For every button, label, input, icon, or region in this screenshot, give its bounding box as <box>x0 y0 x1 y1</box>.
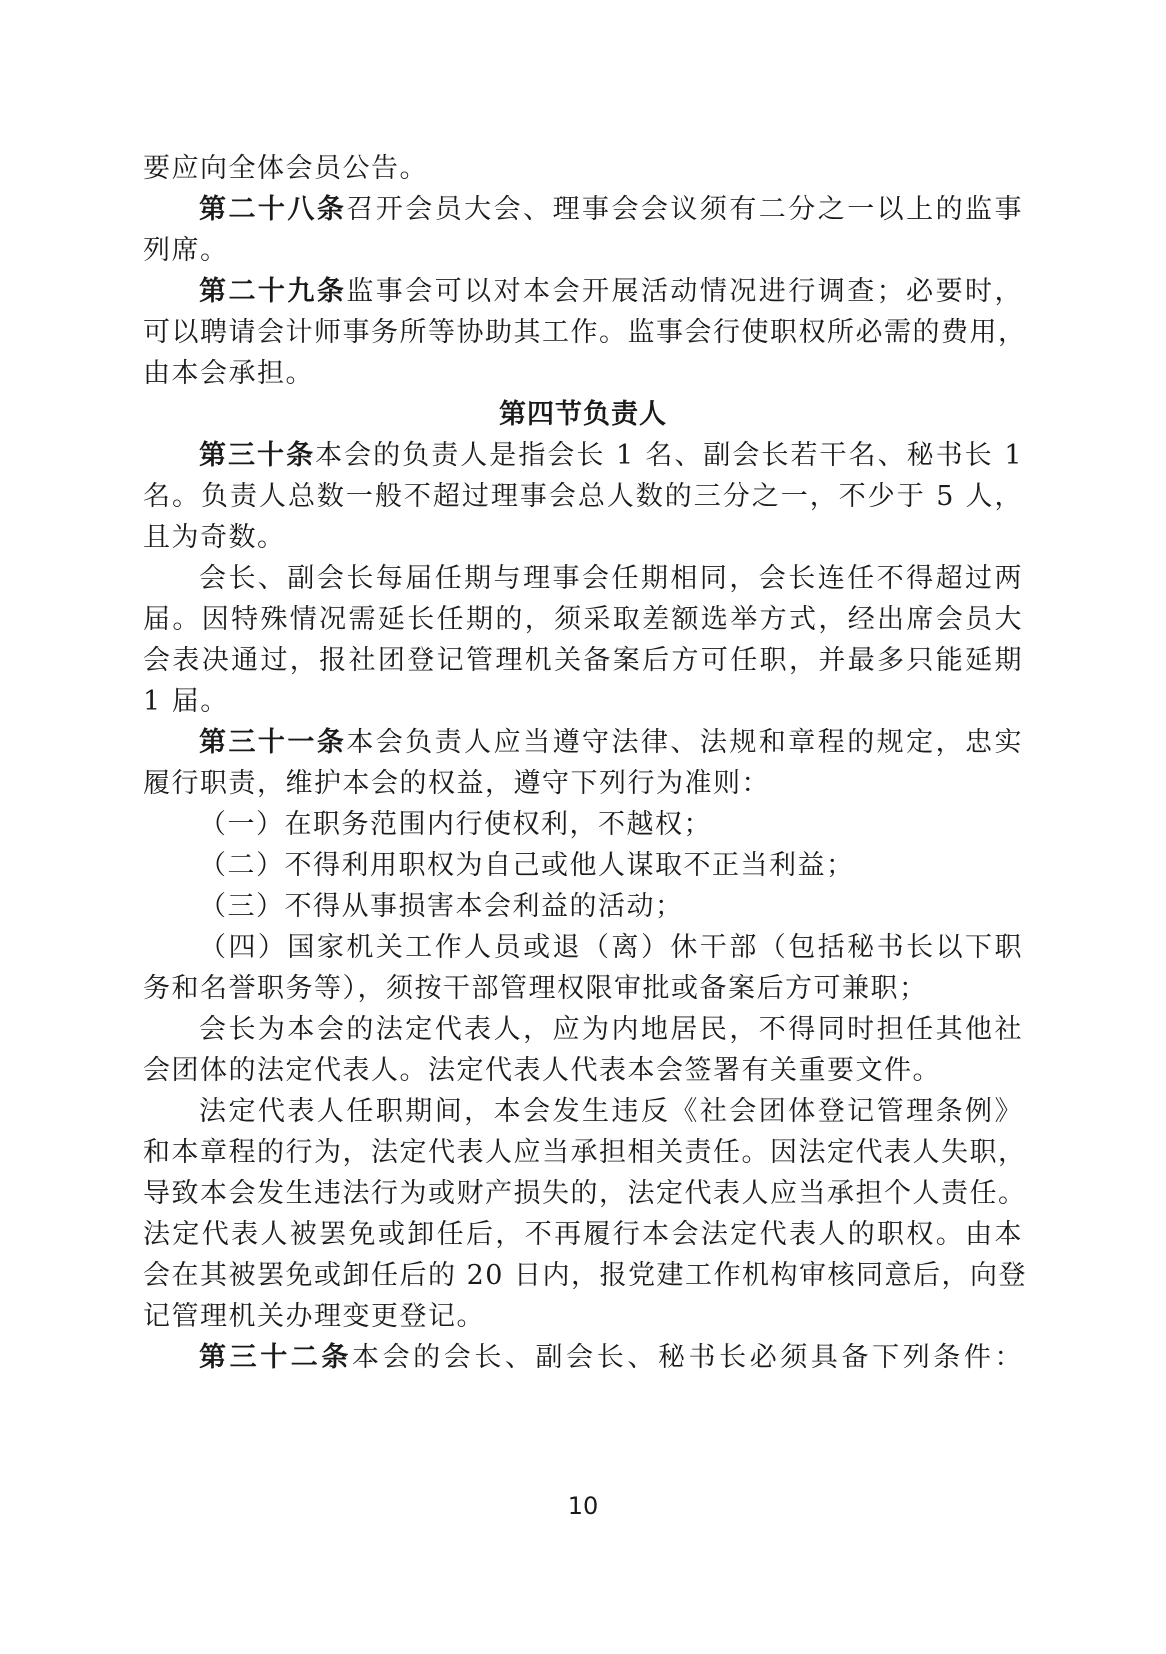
line-text: 且为奇数。 <box>143 522 286 553</box>
line-text: （三）不得从事损害本会利益的活动； <box>199 891 684 922</box>
line-text: 本会的负责人是指会长 1 名、副会长若干名、秘书长 1 <box>315 440 1023 471</box>
text-line <box>143 1132 1027 1173</box>
document-body <box>143 148 1028 1378</box>
line-text: 召开会员大会、理事会会议须有二分之一以上的监事 <box>346 194 1024 225</box>
text-line <box>143 763 1023 804</box>
page-number: 10 <box>567 1492 599 1520</box>
line-text: 本会负责人应当遵守法律、法规和章程的规定，忠实 <box>346 727 1024 758</box>
line-text: 法定代表人任职期间，本会发生违反《社会团体登记管理条例》 <box>199 1096 1023 1127</box>
text-line <box>143 722 1023 763</box>
text-line <box>143 148 1023 189</box>
article-number: 第二十八条 <box>199 194 347 225</box>
article-number: 第三十条 <box>199 440 316 471</box>
line-text: 和本章程的行为，法定代表人应当承担相关责任。因法定代表人失职， <box>143 1137 1027 1168</box>
text-line <box>143 640 1023 681</box>
text-line <box>143 886 1023 927</box>
text-line <box>143 312 1027 353</box>
text-line <box>143 558 1023 599</box>
article-number: 第二十九条 <box>199 276 347 307</box>
text-line <box>143 1255 1028 1296</box>
line-text: 会表决通过，报社团登记管理机关备案后方可任职，并最多只能延期 <box>143 645 1023 676</box>
line-text: 务和名誉职务等），须按干部管理权限审批或备案后方可兼职； <box>143 973 928 1004</box>
text-line <box>143 1214 1023 1255</box>
text-line <box>143 599 1023 640</box>
text-line <box>143 1337 1023 1378</box>
text-line <box>143 271 1023 312</box>
text-line <box>143 230 1023 271</box>
line-text: （二）不得利用职权为自己或他人谋取不正当利益； <box>199 850 855 881</box>
line-text: 导致本会发生违法行为或财产损失的，法定代表人应当承担个人责任。 <box>143 1178 1027 1209</box>
line-text: 本会的会长、副会长、秘书长必须具备下列条件： <box>351 1342 1024 1373</box>
line-text: 会长为本会的法定代表人，应为内地居民，不得同时担任其他社 <box>199 1014 1023 1045</box>
line-text: 可以聘请会计师事务所等协助其工作。监事会行使职权所必需的费用， <box>143 317 1027 348</box>
text-line <box>143 353 1023 394</box>
line-text: （四）国家机关工作人员或退（离）休干部（包括秘书长以下职 <box>199 932 1023 963</box>
line-text: 法定代表人被罢免或卸任后，不再履行本会法定代表人的职权。由本 <box>143 1219 1023 1250</box>
text-line <box>143 1173 1027 1214</box>
text-line <box>143 476 1023 517</box>
text-line <box>143 927 1023 968</box>
section-heading: 第四节负责人 <box>499 399 667 430</box>
text-line <box>143 968 1023 1009</box>
line-text: 监事会可以对本会开展活动情况进行调查；必要时， <box>346 276 1024 307</box>
line-text: 1 届。 <box>143 686 229 717</box>
text-line <box>143 1091 1023 1132</box>
article-number: 第三十一条 <box>199 727 347 758</box>
text-line <box>143 681 1023 722</box>
text-line <box>143 804 1023 845</box>
text-line <box>143 845 1023 886</box>
line-text: 列席。 <box>143 235 229 266</box>
text-line <box>143 189 1023 230</box>
line-text: 届。因特殊情况需延长任期的，须采取差额选举方式，经出席会员大 <box>143 604 1023 635</box>
line-text: 由本会承担。 <box>143 358 314 389</box>
text-line <box>143 1050 1023 1091</box>
line-text: 名。负责人总数一般不超过理事会总人数的三分之一，不少于 5 人， <box>143 481 1023 512</box>
line-text: （一）在职务范围内行使权利，不越权； <box>199 809 712 840</box>
line-text: 会长、副会长每届任期与理事会任期相同，会长连任不得超过两 <box>199 563 1023 594</box>
text-line <box>143 1296 1023 1337</box>
article-number: 第三十二条 <box>199 1342 352 1373</box>
line-text: 要应向全体会员公告。 <box>143 153 428 184</box>
text-line <box>143 1009 1023 1050</box>
line-text: 记管理机关办理变更登记。 <box>143 1301 485 1332</box>
text-line <box>143 435 1023 476</box>
line-text: 履行职责，维护本会的权益，遵守下列行为准则： <box>143 768 770 799</box>
text-line <box>143 517 1023 558</box>
line-text: 会团体的法定代表人。法定代表人代表本会签署有关重要文件。 <box>143 1055 941 1086</box>
line-text: 会在其被罢免或卸任后的 20 日内，报党建工作机构审核同意后，向登 <box>143 1260 1028 1291</box>
